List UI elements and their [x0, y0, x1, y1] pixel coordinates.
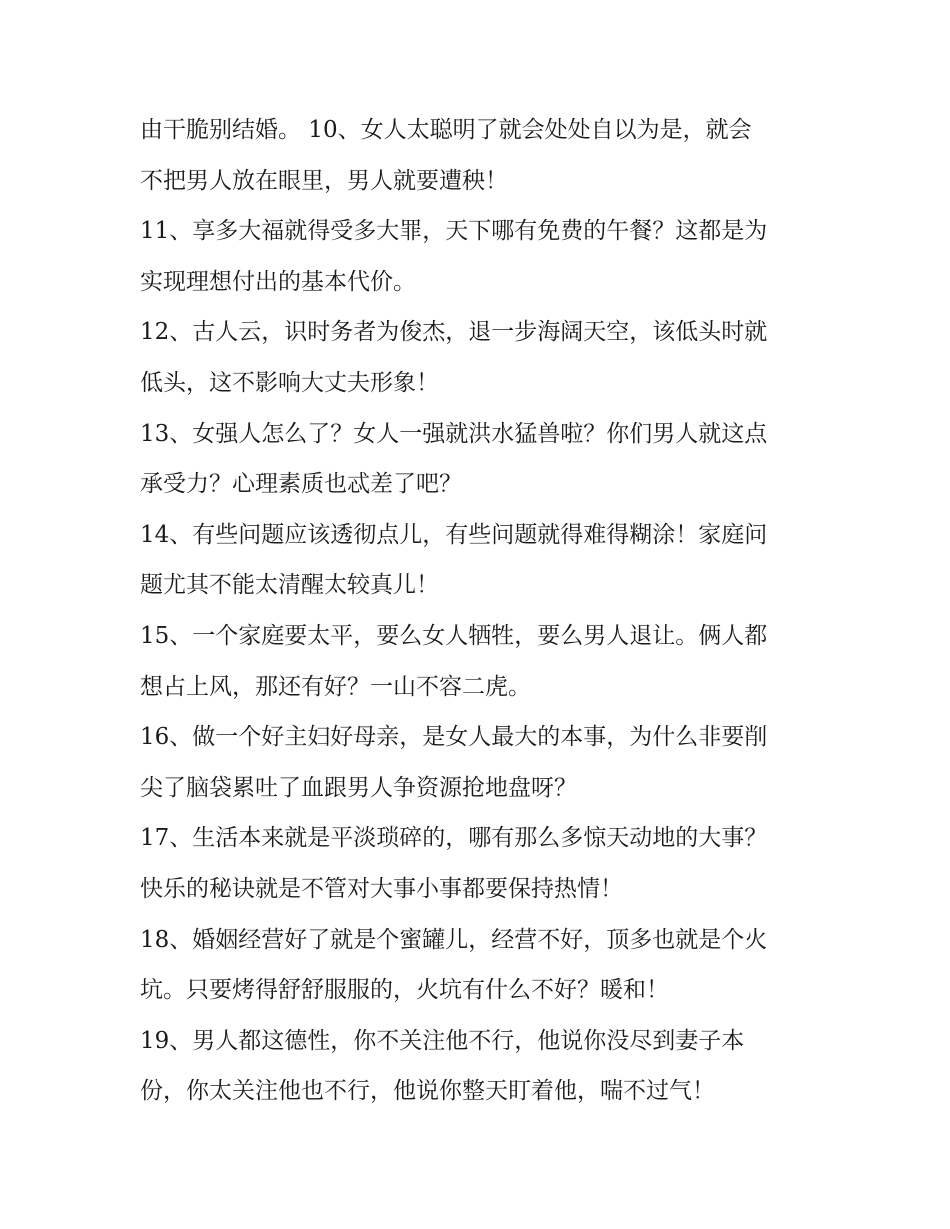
text-line: 坑。只要烤得舒舒服服的，火坑有什么不好？暖和！ — [140, 977, 669, 1004]
text-line: 13、女强人怎么了？女人一强就洪水猛兽啦？你们男人就这点 — [140, 420, 768, 447]
text-line: 承受力？心理素质也忒差了吧？ — [140, 471, 462, 498]
text-line: 快乐的秘诀就是不管对大事小事都要保持热情！ — [140, 875, 623, 902]
text-line: 15、一个家庭要太平，要么女人牺牲，要么男人退让。俩人都 — [140, 622, 768, 649]
text-line: 12、古人云，识时务者为俊杰，退一步海阔天空，该低头时就 — [140, 319, 768, 346]
body-text — [140, 105, 820, 1117]
text-line: 份，你太关注他也不行，他说你整天盯着他，喘不过气！ — [140, 1078, 715, 1105]
text-line: 题尤其不能太清醒太较真儿！ — [140, 572, 439, 599]
text-line: 14、有些问题应该透彻点儿，有些问题就得难得糊涂！家庭问 — [140, 521, 768, 548]
text-line: 19、男人都这德性，你不关注他不行，他说你没尽到妻子本 — [140, 1027, 745, 1054]
text-line: 11、享多大福就得受多大罪，天下哪有免费的午餐？这都是为 — [140, 218, 768, 245]
text-line: 尖了脑袋累吐了血跟男人争资源抢地盘呀？ — [140, 774, 577, 801]
text-line: 18、婚姻经营好了就是个蜜罐儿，经营不好，顶多也就是个火 — [140, 926, 768, 953]
text-line: 不把男人放在眼里，男人就要遭秧！ — [140, 167, 508, 194]
text-line: 由干脆别结婚。 10、女人太聪明了就会处处自以为是，就会 — [140, 117, 752, 143]
text-line: 16、做一个好主妇好母亲，是女人最大的本事，为什么非要削 — [140, 724, 768, 751]
text-line: 17、生活本来就是平淡琐碎的，哪有那么多惊天动地的大事？ — [140, 825, 768, 852]
text-line: 想占上风，那还有好？一山不容二虎。 — [140, 673, 531, 700]
text-line: 低头，这不影响大丈夫形象！ — [140, 369, 439, 396]
text-line: 实现理想付出的基本代价。 — [140, 268, 416, 295]
